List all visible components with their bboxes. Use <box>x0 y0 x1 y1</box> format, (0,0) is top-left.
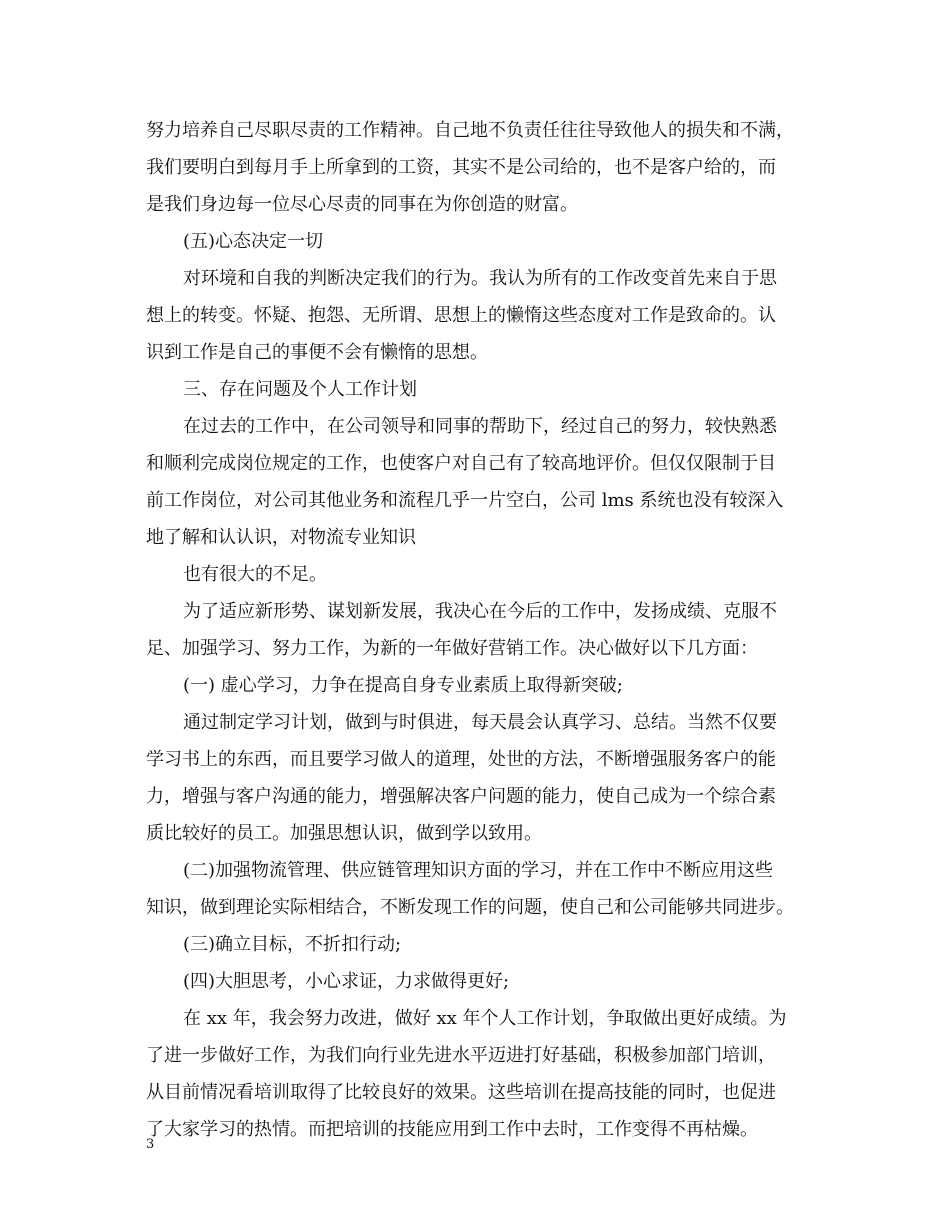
body-text-line: 了大家学习的热情。而把培训的技能应用到工作中去时，工作变得不再枯燥。 <box>146 1119 758 1140</box>
list-item: (一) 虚心学习，力争在提高自身专业素质上取得新突破; <box>183 675 623 696</box>
body-text-line: 了进一步做好工作，为我们向行业先进水平迈进打好基础，积极参加部门培训， <box>146 1045 776 1066</box>
body-text-line: 学习书上的东西，而且要学习做人的道理，处世的方法，不断增强服务客户的能 <box>146 749 776 770</box>
body-text-line: 质比较好的员工。加强思想认识，做到学以致用。 <box>146 823 542 844</box>
body-text-line: 对环境和自我的判断决定我们的行为。我认为所有的工作改变首先来自于思 <box>183 268 777 289</box>
section-heading: (五)心态决定一切 <box>183 231 324 252</box>
body-text-line: 从目前情况看培训取得了比较良好的效果。这些培训在提高技能的同时，也促进 <box>146 1082 776 1103</box>
body-text-line: 足、加强学习、努力工作，为新的一年做好营销工作。决心做好以下几方面： <box>146 638 758 659</box>
list-item: (三)确立目标，不折扣行动; <box>183 934 402 955</box>
body-text-line: 也有很大的不足。 <box>183 564 327 585</box>
body-text-line: 在 xx 年，我会努力改进，做好 xx 年个人工作计划，争取做出更好成绩。为 <box>183 1008 787 1029</box>
body-text-line: 力，增强与客户沟通的能力，增强解决客户问题的能力，使自己成为一个综合素 <box>146 786 776 807</box>
list-item: (四)大胆思考，小心求证，力求做得更好; <box>183 971 510 992</box>
body-text-line: 识到工作是自己的事便不会有懒惰的思想。 <box>146 342 488 363</box>
body-text-line: 努力培养自己尽职尽责的工作精神。自己地不负责任往往导致他人的损失和不满， <box>146 120 794 141</box>
body-text-line: 知识，做到理论实际相结合，不断发现工作的问题，使自己和公司能够共同进步。 <box>146 897 794 918</box>
list-item: (二)加强物流管理、供应链管理知识方面的学习，并在工作中不断应用这些 <box>183 860 774 881</box>
body-text-line: 我们要明白到每月手上所拿到的工资，其实不是公司给的，也不是客户给的，而 <box>146 157 776 178</box>
body-text-line: 为了适应新形势、谋划新发展，我决心在今后的工作中，发扬成绩、克服不 <box>183 601 777 622</box>
section-heading: 三、存在问题及个人工作计划 <box>183 379 417 400</box>
body-text-line: 前工作岗位，对公司其他业务和流程几乎一片空白，公司 lms 系统也没有较深入 <box>146 490 784 511</box>
body-text-line: 地了解和认认识，对物流专业知识 <box>146 527 416 548</box>
body-text-line: 是我们身边每一位尽心尽责的同事在为你创造的财富。 <box>146 194 578 215</box>
body-text-line: 在过去的工作中，在公司领导和同事的帮助下，经过自己的努力，较快熟悉 <box>183 416 777 437</box>
page-number: 3 <box>146 1137 155 1152</box>
body-text-line: 通过制定学习计划，做到与时俱进，每天晨会认真学习、总结。当然不仅要 <box>183 712 777 733</box>
body-text-line: 和顺利完成岗位规定的工作，也使客户对自己有了较高地评价。但仅仅限制于目 <box>146 453 776 474</box>
body-text-line: 想上的转变。怀疑、抱怨、无所谓、思想上的懒惰这些态度对工作是致命的。认 <box>146 305 776 326</box>
